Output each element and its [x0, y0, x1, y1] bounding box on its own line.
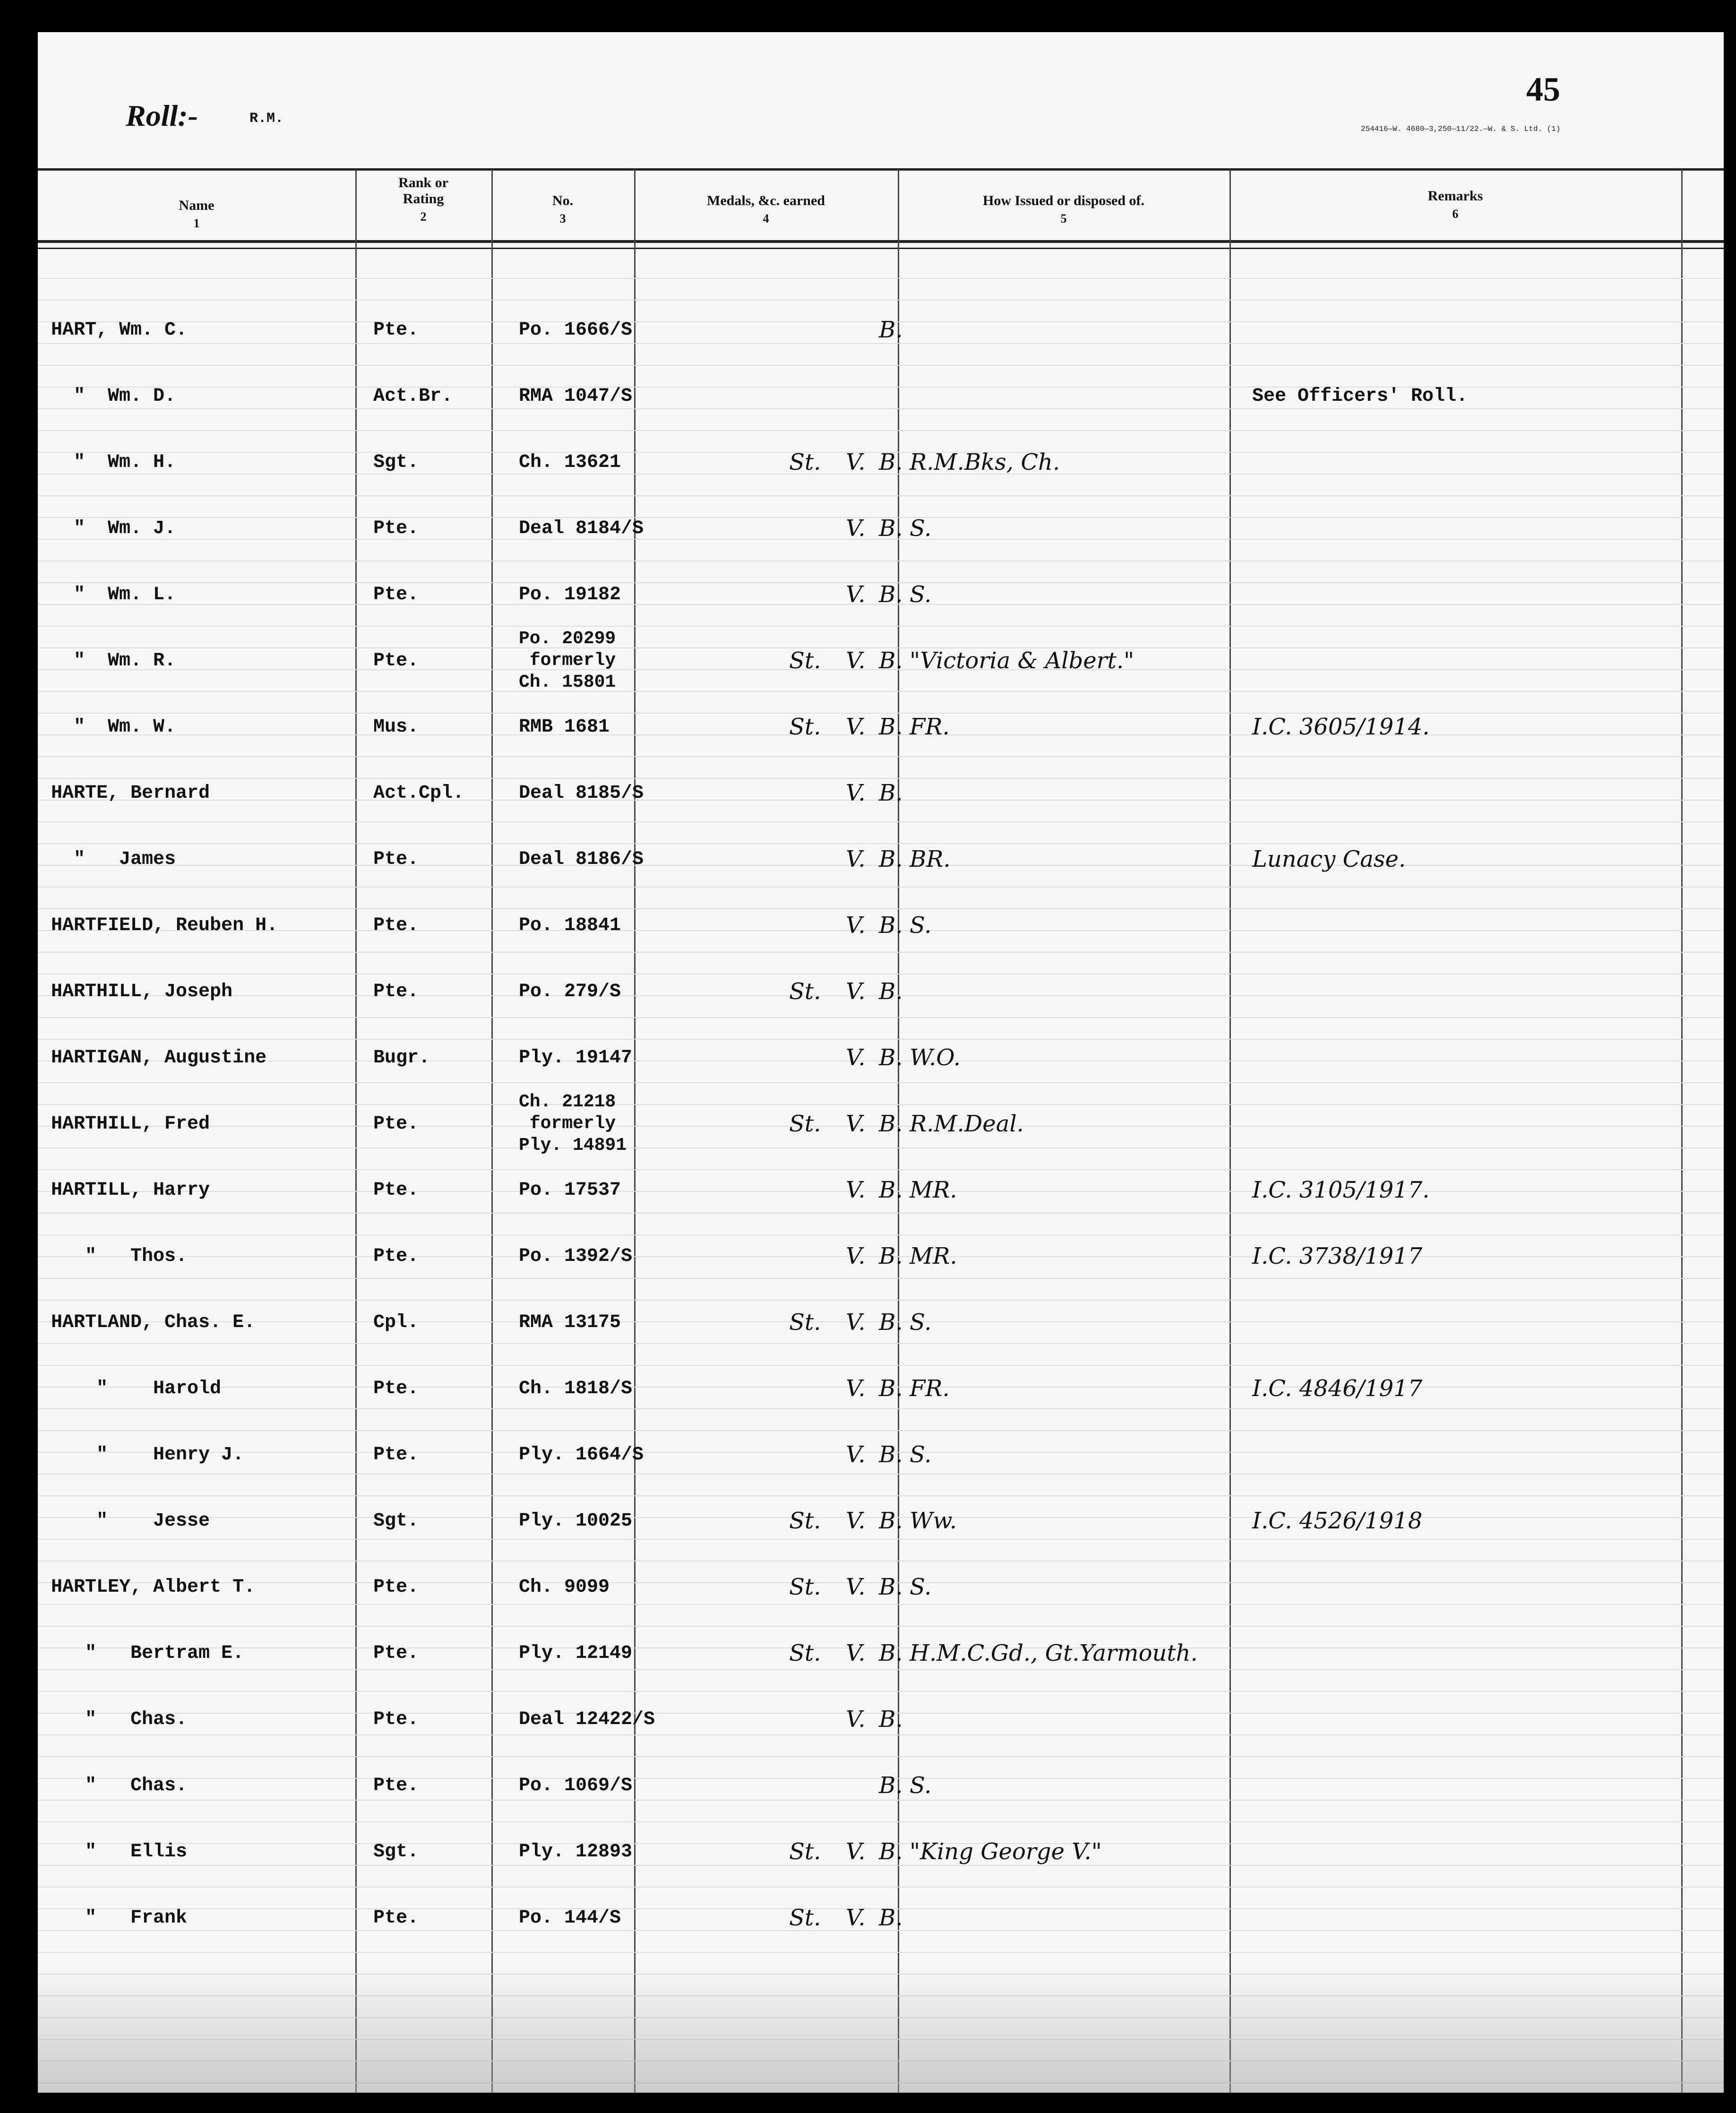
entry-issued	[910, 760, 1269, 826]
entry-remarks	[1252, 1885, 1677, 1951]
entry-rank: Pte.	[373, 914, 419, 936]
entry-name: HARTLEY, Albert T.	[51, 1576, 256, 1598]
medal-star: St.	[789, 1508, 821, 1534]
medal-british: B.	[879, 1640, 903, 1666]
entry-medals	[723, 1686, 936, 1752]
table-row	[38, 1686, 1724, 1752]
medal-british: B.	[879, 1772, 903, 1799]
medal-british: B.	[879, 1441, 903, 1468]
entry-issued: H.M.C.Gd., Gt.Yarmouth.	[910, 1640, 1198, 1666]
entry-remarks	[1252, 760, 1677, 826]
column-header-name-number: 1	[193, 216, 200, 230]
entry-medals	[723, 958, 936, 1025]
header-top-rule	[38, 168, 1724, 171]
entry-number-line: RMB 1681	[519, 716, 610, 738]
entry-number	[512, 1819, 675, 1885]
entry-medals	[723, 1620, 936, 1686]
entry-issued: Ww.	[910, 1508, 957, 1534]
medal-victory: V.	[846, 1640, 866, 1666]
entry-name: " Bertram E.	[51, 1642, 244, 1664]
table-row	[38, 628, 1724, 694]
medal-british: B.	[879, 1574, 903, 1600]
medal-victory: V.	[846, 581, 866, 608]
entry-name: HARTILL, Harry	[51, 1179, 210, 1201]
entry-number	[512, 1885, 675, 1951]
entry-issued: MR.	[910, 1177, 957, 1203]
entry-number	[512, 1620, 675, 1686]
medal-star: St.	[789, 714, 821, 740]
entry-name: " Harold	[51, 1378, 222, 1399]
medal-victory: V.	[846, 1243, 866, 1269]
entry-remarks	[1252, 1289, 1677, 1355]
medal-victory: V.	[846, 846, 866, 872]
entry-remarks: I.C. 4526/1918	[1252, 1508, 1423, 1534]
table-row	[38, 495, 1724, 561]
entry-remarks	[1252, 1620, 1677, 1686]
column-header-remarks-number: 6	[1452, 207, 1459, 221]
table-row	[38, 1885, 1724, 1951]
entry-name: " Thos.	[51, 1245, 188, 1267]
entry-medals	[723, 1091, 936, 1157]
medal-star: St.	[789, 1574, 821, 1600]
column-header-issued-number: 5	[1060, 212, 1067, 225]
entry-medals	[723, 363, 936, 429]
medal-british: B.	[879, 647, 903, 674]
entry-medals	[723, 1289, 936, 1355]
table-row	[38, 958, 1724, 1025]
entry-medals	[723, 628, 936, 694]
medal-british: B.	[879, 714, 903, 740]
entry-medals	[723, 694, 936, 760]
entry-name: HARTHILL, Joseph	[51, 981, 233, 1002]
entry-rank: Pte.	[373, 319, 419, 341]
entry-number-line: Deal 12422/S	[519, 1708, 655, 1730]
entry-number-formerly: formerly	[519, 650, 616, 671]
entry-number	[512, 958, 675, 1025]
entry-rank: Pte.	[373, 1245, 419, 1267]
table-row	[38, 363, 1724, 429]
medal-victory: V.	[846, 1441, 866, 1468]
entry-rank: Pte.	[373, 1708, 419, 1730]
entry-name: HART, Wm. C.	[51, 319, 188, 341]
entry-medals	[723, 1752, 936, 1819]
column-header-issued-title: How Issued or disposed of.	[982, 193, 1145, 208]
entry-number-line: Deal 8185/S	[519, 782, 644, 804]
entry-rank: Pte.	[373, 584, 419, 605]
entry-number	[512, 1355, 675, 1422]
entry-name: " Wm. D.	[51, 385, 176, 407]
column-header-remarks-title: Remarks	[1427, 188, 1483, 204]
medal-british: B.	[879, 846, 903, 872]
entry-number-line: Po. 279/S	[519, 981, 621, 1002]
entry-remarks	[1252, 429, 1677, 495]
medal-victory: V.	[846, 647, 866, 674]
medal-british: B.	[879, 1044, 903, 1071]
entry-medals	[723, 1819, 936, 1885]
table-row	[38, 826, 1724, 892]
entry-number-line: RMA 13175	[519, 1311, 621, 1333]
entry-remarks	[1252, 1819, 1677, 1885]
entry-rank: Pte.	[373, 848, 419, 870]
entry-rank: Bugr.	[373, 1047, 430, 1069]
entry-remarks: Lunacy Case.	[1252, 846, 1406, 872]
entry-name: " Wm. R.	[51, 650, 176, 672]
entry-remarks	[1252, 958, 1677, 1025]
entry-number	[512, 694, 675, 760]
entry-rank: Pte.	[373, 1576, 419, 1598]
entry-medals	[723, 1223, 936, 1289]
entry-number	[512, 1752, 675, 1819]
medal-british: B.	[879, 1111, 903, 1137]
table-row	[38, 1554, 1724, 1620]
entry-remarks	[1252, 561, 1677, 628]
entry-name: HARTIGAN, Augustine	[51, 1047, 267, 1069]
entry-rank: Pte.	[373, 1907, 419, 1929]
entry-medals	[723, 297, 936, 363]
entry-remarks	[1252, 297, 1677, 363]
entry-number-line: Po. 18841	[519, 914, 621, 936]
table-row	[38, 1289, 1724, 1355]
column-header-remarks	[1229, 188, 1681, 222]
page-number: 45	[1526, 70, 1560, 108]
entry-number	[512, 1223, 675, 1289]
entry-number	[512, 826, 675, 892]
entry-medals	[723, 892, 936, 958]
entry-issued: "Victoria & Albert."	[910, 647, 1134, 674]
medal-british: B.	[879, 1838, 903, 1865]
entry-number-line: Po. 17537	[519, 1179, 621, 1201]
entry-number	[512, 1091, 675, 1157]
entry-number	[512, 297, 675, 363]
entry-name: " James	[51, 848, 176, 870]
medal-victory: V.	[846, 1574, 866, 1600]
table-row	[38, 892, 1724, 958]
table-row	[38, 1223, 1724, 1289]
table-row	[38, 561, 1724, 628]
entry-number	[512, 892, 675, 958]
entry-medals	[723, 760, 936, 826]
entry-issued: BR.	[910, 846, 951, 872]
entry-issued	[910, 1686, 1269, 1752]
table-row	[38, 1355, 1724, 1422]
column-header-rank-title: Rank or Rating	[398, 175, 448, 207]
medal-star: St.	[789, 1309, 821, 1336]
medal-star: St.	[789, 449, 821, 475]
entry-rank: Pte.	[373, 1642, 419, 1664]
entry-number-line: Ply. 12893	[519, 1841, 633, 1863]
column-header-no-title: No.	[552, 193, 574, 208]
entry-issued: S.	[910, 1441, 932, 1468]
entry-number	[512, 1686, 675, 1752]
entry-rank: Sgt.	[373, 1841, 419, 1863]
table-row	[38, 1157, 1724, 1223]
entry-remarks: I.C. 4846/1917	[1252, 1375, 1423, 1402]
table-row	[38, 760, 1724, 826]
entry-remarks	[1252, 1422, 1677, 1488]
entry-number	[512, 628, 675, 694]
column-header-rank	[355, 175, 491, 225]
entry-name: " Frank	[51, 1907, 188, 1929]
entry-number-line: Ply. 12149	[519, 1642, 633, 1664]
entry-name: " Jesse	[51, 1510, 210, 1532]
entry-rank: Pte.	[373, 517, 419, 539]
medal-victory: V.	[846, 714, 866, 740]
entry-medals	[723, 1554, 936, 1620]
entry-rank: Pte.	[373, 1444, 419, 1466]
entry-issued: S.	[910, 515, 932, 542]
medal-victory: V.	[846, 1706, 866, 1733]
column-header-no	[491, 193, 634, 227]
entry-number	[512, 1157, 675, 1223]
entry-medals	[723, 429, 936, 495]
table-row	[38, 297, 1724, 363]
entry-rank: Pte.	[373, 1775, 419, 1796]
roll-label: Roll:-	[126, 99, 198, 132]
entry-number	[512, 561, 675, 628]
entry-name: " Wm. H.	[51, 451, 176, 473]
roll-value: R.M.	[249, 111, 284, 127]
entry-number-line: Po. 19182	[519, 584, 621, 605]
entry-rank: Mus.	[373, 716, 419, 738]
entry-number	[512, 760, 675, 826]
entry-issued: S.	[910, 581, 932, 608]
medal-british: B.	[879, 912, 903, 939]
entry-medals	[723, 1488, 936, 1554]
entry-number-line: Ply. 1664/S	[519, 1444, 644, 1466]
medal-british: B.	[879, 449, 903, 475]
entry-number-line: Ch. 9099	[519, 1576, 610, 1598]
column-header-medals-number: 4	[763, 212, 769, 225]
entry-number	[512, 1025, 675, 1091]
medal-victory: V.	[846, 912, 866, 939]
medal-victory: V.	[846, 449, 866, 475]
medal-victory: V.	[846, 1838, 866, 1865]
medal-victory: V.	[846, 1177, 866, 1203]
medal-victory: V.	[846, 1309, 866, 1336]
entry-issued	[910, 958, 1269, 1025]
entry-name: " Ellis	[51, 1841, 188, 1863]
table-row	[38, 1422, 1724, 1488]
medal-british: B.	[879, 317, 903, 343]
medal-star: St.	[789, 1905, 821, 1931]
entry-number-line: Ply. 10025	[519, 1510, 633, 1532]
entry-number-former: Ch. 15801	[519, 672, 616, 692]
entry-rank: Act.Br.	[373, 385, 453, 407]
medal-victory: V.	[846, 978, 866, 1005]
entry-name: " Wm. L.	[51, 584, 176, 605]
entry-rank: Pte.	[373, 1378, 419, 1399]
entry-number	[512, 1289, 675, 1355]
table-row	[38, 1752, 1724, 1819]
entry-medals	[723, 1025, 936, 1091]
entry-number-former: Ply. 14891	[519, 1135, 627, 1156]
table-row	[38, 1091, 1724, 1157]
table-row	[38, 1819, 1724, 1885]
print-serial: 254416—W. 4680—3,250—11/22.—W. & S. Ltd. (1)	[1361, 125, 1561, 133]
table-row	[38, 1025, 1724, 1091]
entry-number	[512, 429, 675, 495]
entry-name: HARTHILL, Fred	[51, 1113, 210, 1135]
medal-star: St.	[789, 647, 821, 674]
entry-number-line: Po. 144/S	[519, 1907, 621, 1929]
medal-star: St.	[789, 1640, 821, 1666]
column-header-no-number: 3	[559, 212, 566, 225]
entry-rank: Sgt.	[373, 1510, 419, 1532]
entry-number-line: Po. 20299	[519, 629, 616, 649]
entry-number	[512, 1422, 675, 1488]
medal-british: B.	[879, 1177, 903, 1203]
medal-british: B.	[879, 1309, 903, 1336]
medal-victory: V.	[846, 1044, 866, 1071]
entry-number	[512, 1488, 675, 1554]
column-header-name	[38, 198, 355, 232]
entry-rank: Pte.	[373, 1179, 419, 1201]
entry-medals	[723, 1355, 936, 1422]
table-row	[38, 1620, 1724, 1686]
entry-issued	[910, 1885, 1269, 1951]
ruled-line	[38, 1952, 1724, 1953]
medal-british: B.	[879, 1375, 903, 1402]
entry-issued: MR.	[910, 1243, 957, 1269]
entry-number-line: RMA 1047/S	[519, 385, 633, 407]
entry-name: " Wm. W.	[51, 716, 176, 738]
medal-british: B.	[879, 581, 903, 608]
entry-number-line: Ch. 21218	[519, 1092, 616, 1112]
ledger-page	[38, 32, 1724, 2093]
entry-issued	[910, 363, 1269, 429]
entry-name: " Wm. J.	[51, 517, 176, 539]
entry-rank: Sgt.	[373, 451, 419, 473]
entry-number-line: Po. 1069/S	[519, 1775, 633, 1796]
entry-remarks	[1252, 628, 1677, 694]
entry-remarks: I.C. 3605/1914.	[1252, 714, 1430, 740]
entry-rank: Cpl.	[373, 1311, 419, 1333]
medal-victory: V.	[846, 1375, 866, 1402]
entry-medals	[723, 495, 936, 561]
entry-number-line: Ch. 13621	[519, 451, 621, 473]
entry-name: HARTFIELD, Reuben H.	[51, 914, 278, 936]
entry-remarks: I.C. 3105/1917.	[1252, 1177, 1430, 1203]
medal-victory: V.	[846, 1508, 866, 1534]
medal-star: St.	[789, 978, 821, 1005]
medal-british: B.	[879, 1905, 903, 1931]
entry-number-line: Ply. 19147	[519, 1047, 633, 1069]
table-row	[38, 1488, 1724, 1554]
entry-name: " Chas.	[51, 1708, 188, 1730]
entry-rank: Pte.	[373, 650, 419, 672]
entry-remarks	[1252, 1752, 1677, 1819]
medal-british: B.	[879, 515, 903, 542]
medal-star: St.	[789, 1838, 821, 1865]
ruled-line	[38, 278, 1724, 279]
medal-british: B.	[879, 1508, 903, 1534]
entry-remarks	[1252, 495, 1677, 561]
entry-number-line: Ch. 1818/S	[519, 1378, 633, 1399]
entry-medals	[723, 561, 936, 628]
entry-medals	[723, 1157, 936, 1223]
entry-number-line: Po. 1392/S	[519, 1245, 633, 1267]
entry-name: " Henry J.	[51, 1444, 244, 1466]
entry-issued: FR.	[910, 714, 950, 740]
entry-number	[512, 495, 675, 561]
entry-remarks	[1252, 892, 1677, 958]
column-header-issued	[898, 193, 1229, 227]
entry-number-line: Deal 8186/S	[519, 848, 644, 870]
entry-number	[512, 1554, 675, 1620]
column-header-rank-number: 2	[420, 210, 427, 224]
entry-issued: FR.	[910, 1375, 950, 1402]
entry-issued: S.	[910, 912, 932, 939]
medal-star: St.	[789, 1111, 821, 1137]
medal-victory: V.	[846, 1111, 866, 1137]
entry-remarks	[1252, 1554, 1677, 1620]
entry-number-formerly: formerly	[519, 1113, 616, 1134]
entry-medals	[723, 826, 936, 892]
entry-number-line: Po. 1666/S	[519, 319, 633, 341]
table-row	[38, 429, 1724, 495]
entry-name: " Chas.	[51, 1775, 188, 1796]
entry-remarks	[1252, 1091, 1677, 1157]
entry-medals	[723, 1422, 936, 1488]
entry-remarks: I.C. 3738/1917	[1252, 1243, 1423, 1269]
entry-issued	[910, 297, 1269, 363]
entry-name: HARTLAND, Chas. E.	[51, 1311, 256, 1333]
table-row	[38, 694, 1724, 760]
column-header-medals	[634, 193, 898, 227]
entry-issued: "King George V."	[910, 1838, 1102, 1865]
bottom-stain	[38, 1970, 1724, 2093]
entry-rank: Act.Cpl.	[373, 782, 464, 804]
entry-issued: S.	[910, 1772, 932, 1799]
entry-remarks: See Officers' Roll.	[1252, 385, 1468, 407]
entry-issued: W.O.	[910, 1044, 961, 1071]
medal-british: B.	[879, 1706, 903, 1733]
entry-medals	[723, 1885, 936, 1951]
column-header-name-title: Name	[179, 198, 215, 213]
medal-british: B.	[879, 1243, 903, 1269]
header-bottom-rule-2	[38, 248, 1724, 249]
medal-victory: V.	[846, 515, 866, 542]
medal-british: B.	[879, 978, 903, 1005]
entry-rank: Pte.	[373, 981, 419, 1002]
entry-remarks	[1252, 1686, 1677, 1752]
medal-victory: V.	[846, 780, 866, 806]
entry-name: HARTE, Bernard	[51, 782, 210, 804]
entry-number	[512, 363, 675, 429]
medal-victory: V.	[846, 1905, 866, 1931]
header-bottom-rule	[38, 240, 1724, 243]
entry-remarks	[1252, 1025, 1677, 1091]
entry-rank: Pte.	[373, 1113, 419, 1135]
entry-issued: R.M.Deal.	[910, 1111, 1024, 1137]
column-header-medals-title: Medals, &c. earned	[707, 193, 825, 208]
entry-issued: S.	[910, 1574, 932, 1600]
medal-british: B.	[879, 780, 903, 806]
entry-issued: S.	[910, 1309, 932, 1336]
entry-number-line: Deal 8184/S	[519, 517, 644, 539]
entry-issued: R.M.Bks, Ch.	[910, 449, 1060, 475]
